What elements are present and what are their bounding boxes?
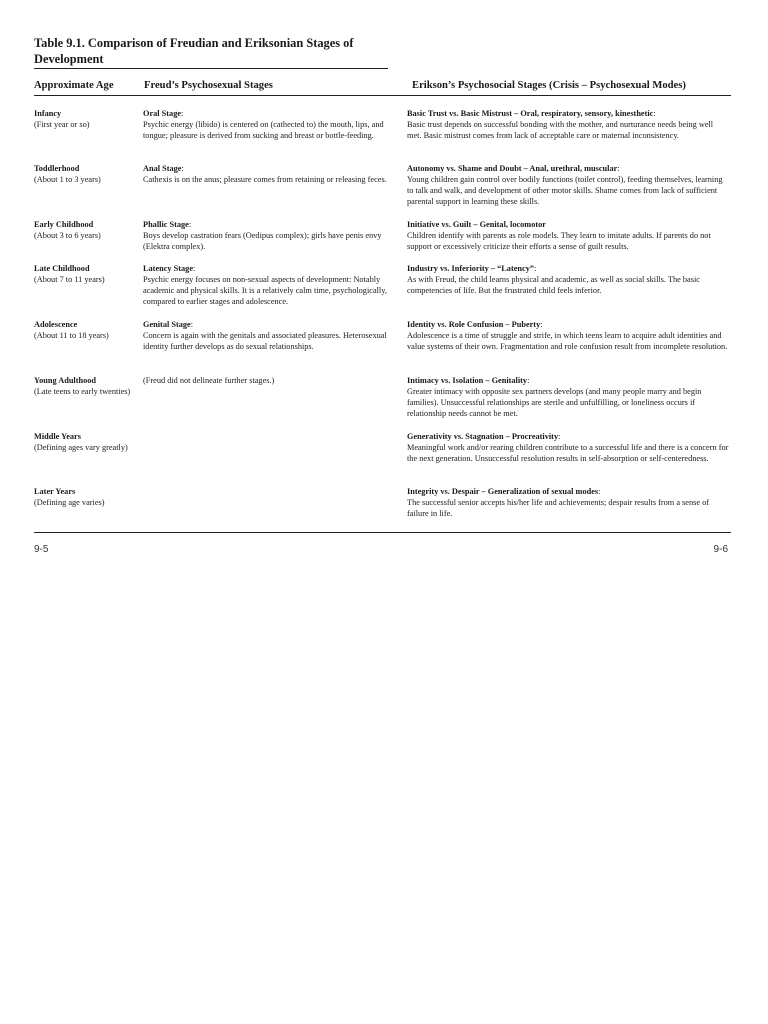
freud-cell: Oral Stage: Psychic energy (libido) is centered on (cathected to) the mouth, lips, and tongue; pleasure is derived from sucking and breast or bottle-feeding. [143, 108, 395, 141]
erikson-stage-title: Integrity vs. Despair – Generalization of sexual modes [407, 487, 599, 496]
age-range: (Defining age varies) [34, 498, 105, 507]
header-freud-stages: Freud’s Psychosexual Stages [144, 80, 273, 91]
age-title: Later Years [34, 487, 76, 496]
table-bottom-rule [34, 532, 731, 533]
freud-stage-title: Phallic Stage [143, 220, 189, 229]
age-range: (About 1 to 3 years) [34, 175, 101, 184]
age-cell [34, 263, 138, 285]
erikson-cell: Industry vs. Inferiority – “Latency”: As with Freud, the child learns physical and academic, as well as social skills. The basic competencies of life. But the frustrated child feels inferior. [407, 263, 729, 296]
age-cell [34, 486, 138, 508]
freud-stage-desc: Cathexis is on the anus; pleasure comes from retaining or releasing feces. [143, 175, 387, 184]
age-cell [34, 319, 138, 341]
erikson-stage-title: Initiative vs. Guilt – Genital, locomotor [407, 220, 546, 229]
header-rule [34, 95, 731, 96]
age-cell [34, 375, 138, 397]
freud-stage-title: Genital Stage [143, 320, 191, 329]
age-cell [34, 108, 138, 130]
erikson-cell: Integrity vs. Despair – Generalization of sexual modes: The successful senior accepts his/her life and achievements; despair results from a sense of failure in life. [407, 486, 729, 519]
erikson-cell [407, 219, 729, 252]
age-range: (Late teens to early twenties) [34, 387, 131, 396]
erikson-stage-title: Generativity vs. Stagnation – Procreativity [407, 432, 559, 441]
freud-stage-title: Latency Stage [143, 264, 194, 273]
erikson-cell: Basic Trust vs. Basic Mistrust – Oral, respiratory, sensory, kinesthetic: Basic trust depends on successful bonding with the mother, and nurturance needs being well met. Basic mistrust comes from lack of acceptable care or maternal inconsistency. [407, 108, 729, 141]
age-title: Toddlerhood [34, 164, 80, 173]
age-title: Early Childhood [34, 220, 94, 229]
age-cell [34, 431, 138, 453]
erikson-cell: Autonomy vs. Shame and Doubt – Anal, urethral, muscular: Young children gain control over bodily functions (toilet control), feeding themselves, learning to talk and walk, and development of other motor skills. Shame comes from lack of sufficient parental support in learning these skills. [407, 163, 729, 207]
erikson-stage-desc: Meaningful work and/or rearing children contribute to a successful life and there is a concern for the next generation. Unsuccessful resolution results in self-absorption or self-centeredness. [407, 443, 729, 463]
page-number-left: 9-5 [34, 544, 49, 555]
freud-cell: Latency Stage: Psychic energy focuses on non-sexual aspects of development: Notably academic and physical skills. It is a relatively calm time, psychologically, compared to earlier stages and adolescence. [143, 263, 395, 307]
erikson-stage-title: Identity vs. Role Confusion – Puberty [407, 320, 541, 329]
freud-stage-title: Oral Stage [143, 109, 182, 118]
freud-stage-desc: Boys develop castration fears (Oedipus complex); girls have penis envy (Elektra complex). [143, 231, 382, 251]
age-title: Middle Years [34, 432, 81, 441]
header-approximate-age: Approximate Age [34, 80, 114, 91]
age-title: Adolescence [34, 320, 78, 329]
freud-cell [143, 375, 395, 386]
freud-stage-desc: Psychic energy focuses on non-sexual aspects of development: Notably academic and physical skills. It is a relatively calm time, psychologically, compared to earlier stages and adolescence. [143, 275, 387, 306]
freud-stage-desc: Concern is again with the genitals and associated pleasures. Heterosexual identity further develops as do sexual relationships. [143, 331, 387, 351]
erikson-cell: Intimacy vs. Isolation – Genitality: Greater intimacy with opposite sex partners develops (and many people marry and begin families). Unsuccessful relationships are sterile and unfulfilling, or loneliness occurs if relationship needs cannot be met. [407, 375, 729, 419]
erikson-stage-title: Basic Trust vs. Basic Mistrust – Oral, respiratory, sensory, kinesthetic [407, 109, 654, 118]
freud-stage-desc: (Freud did not delineate further stages.) [143, 376, 275, 385]
erikson-stage-desc: Adolescence is a time of struggle and strife, in which teens learn to acquire adult identities and value systems of their own. Fragmentation and role confusion result from incomplete resolution. [407, 331, 728, 351]
age-range: (About 11 to 18 years) [34, 331, 109, 340]
erikson-stage-title: Autonomy vs. Shame and Doubt – Anal, urethral, muscular [407, 164, 618, 173]
age-cell [34, 163, 138, 185]
erikson-stage-desc: The successful senior accepts his/her life and achievements; despair results from a sense of failure in life. [407, 498, 710, 518]
erikson-stage-desc: Basic trust depends on successful bonding with the mother, and nurturance needs being well met. Basic mistrust comes from lack of acceptable care or maternal inconsistency. [407, 120, 714, 140]
erikson-cell: Generativity vs. Stagnation – Procreativity: Meaningful work and/or rearing children contribute to a successful life and there is a concern for the next generation. Unsuccessful resolution results in self-absorption or self-centeredness. [407, 432, 729, 463]
age-range: (About 7 to 11 years) [34, 275, 105, 284]
age-range: (First year or so) [34, 120, 90, 129]
erikson-stage-desc: Young children gain control over bodily functions (toilet control), feeding themselves, learning to talk and walk, and development of other motor skills. Shame comes from lack of sufficient parental support in learning these skills. [407, 175, 723, 206]
freud-cell: Anal Stage: Cathexis is on the anus; pleasure comes from retaining or releasing feces. [143, 163, 395, 185]
age-range: (Defining ages vary greatly) [34, 443, 128, 452]
freud-cell: Phallic Stage: Boys develop castration fears (Oedipus complex); girls have penis envy (Elektra complex). [143, 219, 395, 252]
freud-stage-desc: Psychic energy (libido) is centered on (cathected to) the mouth, lips, and tongue; pleasure is derived from sucking and breast or bottle-feeding. [143, 120, 384, 140]
table-title: Table 9.1. Comparison of Freudian and Eriksonian Stages of Development [34, 35, 388, 69]
erikson-stage-desc: Greater intimacy with opposite sex partners develops (and many people marry and begin families). Unsuccessful relationships are sterile and unfulfilling, or loneliness occurs if relationship needs cannot be met. [407, 387, 702, 418]
age-title: Late Childhood [34, 264, 90, 273]
header-erikson-stages: Erikson’s Psychosocial Stages (Crisis – Psychosexual Modes) [412, 80, 686, 91]
erikson-stage-title: Intimacy vs. Isolation – Genitality [407, 376, 528, 385]
age-cell [34, 219, 138, 241]
freud-stage-title: Anal Stage [143, 164, 182, 173]
erikson-stage-desc: As with Freud, the child learns physical and academic, as well as social skills. The basic competencies of life. But the frustrated child feels inferior. [407, 275, 700, 295]
page-number-right: 9-6 [713, 544, 728, 555]
erikson-cell: Identity vs. Role Confusion – Puberty: Adolescence is a time of struggle and strife, in which teens learn to acquire adult identities and value systems of their own. Fragmentation and role confusion result from incomplete resolution. [407, 320, 728, 351]
age-title: Infancy [34, 109, 62, 118]
age-range: (About 3 to 6 years) [34, 231, 101, 240]
freud-cell: Genital Stage: Concern is again with the genitals and associated pleasures. Heterosexual identity further develops as do sexual relationships. [143, 319, 395, 352]
erikson-stage-desc: Children identify with parents as role models. They learn to imitate adults. If parents do not support or excessively criticize their efforts a sense of guilt results. [407, 231, 711, 251]
erikson-stage-title: Industry vs. Inferiority – “Latency” [407, 264, 534, 273]
age-title: Young Adulthood [34, 376, 97, 385]
